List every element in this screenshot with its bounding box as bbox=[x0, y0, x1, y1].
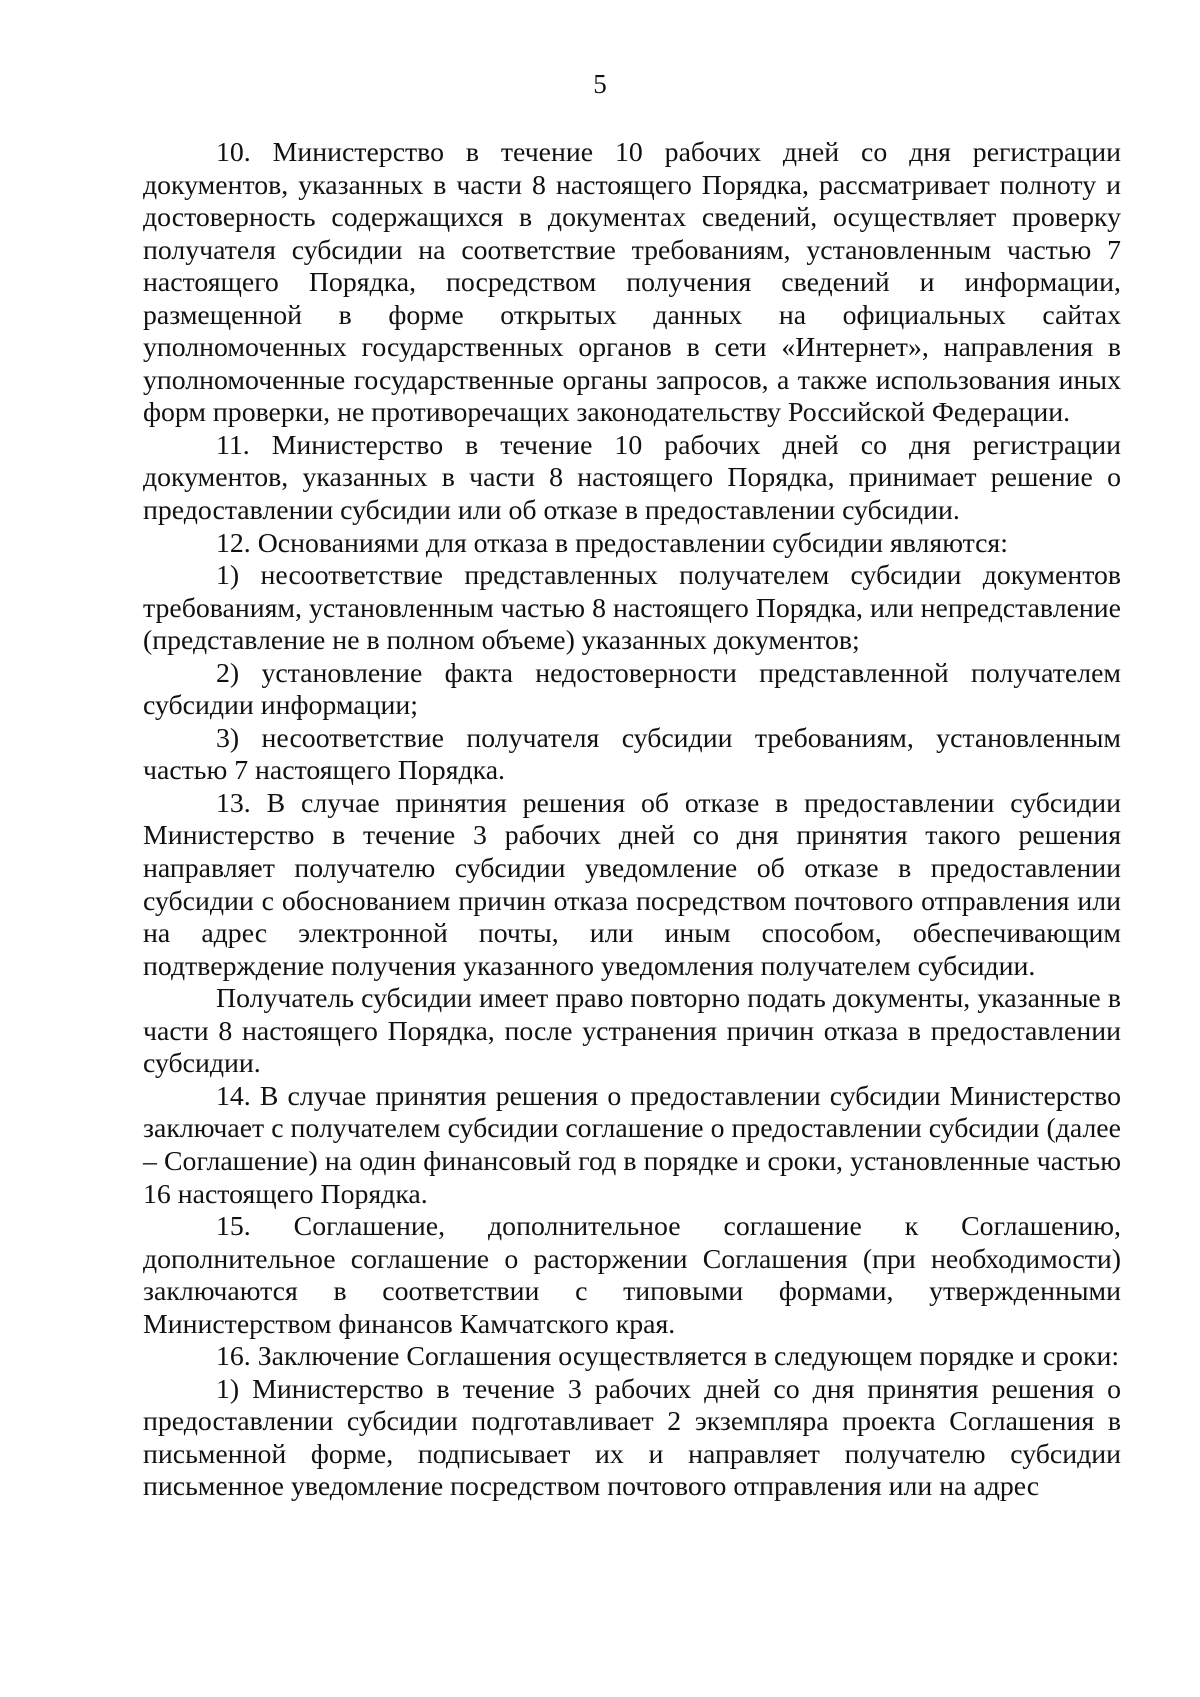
page-number: 5 bbox=[593, 69, 607, 99]
paragraph-12-item-2: 2) установление факта недостоверности представленной получателем субсидии информации; bbox=[143, 657, 1121, 722]
paragraph-13: 13. В случае принятия решения об отказе в предоставлении субсидии Министерство в течение 3 рабочих дней со дня принятия такого решения направляет получателю субсидии уведомление об отказе в предоставлении субсидии с обоснованием причин отказа посредством почтового отправления или на адрес электронной почты, или иным способом, обеспечивающим подтверждение получения указанного уведомления получателем субсидии. bbox=[143, 787, 1121, 982]
paragraph-15: 15. Соглашение, дополнительное соглашение к Соглашению, дополнительное соглашение о расторжении Соглашения (при необходимости) заключаются в соответствии с типовыми формами, утвержденными Министерством финансов Камчатского края. bbox=[143, 1211, 1121, 1340]
paragraph-11: 11. Министерство в течение 10 рабочих дней со дня регистрации документов, указанных в части 8 настоящего Порядка, принимает решение о предоставлении субсидии или об отказе в предоставлении субсидии. bbox=[143, 429, 1121, 527]
paragraph-13-continued: Получатель субсидии имеет право повторно подать документы, указанные в части 8 настоящего Порядка, после устранения причин отказа в предоставлении субсидии. bbox=[143, 983, 1121, 1080]
paragraph-10: 10. Министерство в течение 10 рабочих дней со дня регистрации документов, указанных в части 8 настоящего Порядка, рассматривает полноту и достоверность содержащихся в документах сведений, осуществляет проверку получателя субсидии на соответствие требованиям, установленным частью 7 настоящего Порядка, посредством получения сведений и информации, размещенной в форме открытых данных на официальных сайтах уполномоченных государственных органов в сети «Интернет», направления в уполномоченные государственные органы запросов, а также использования иных форм проверки, не противоречащих законодательству Российской Федерации. bbox=[143, 137, 1121, 429]
paragraph-12-item-3: 3) несоответствие получателя субсидии требованиям, установленным частью 7 настоящего Порядка. bbox=[143, 722, 1121, 787]
paragraph-16-item-1: 1) Министерство в течение 3 рабочих дней со дня принятия решения о предоставлении субсидии подготавливает 2 экземпляра проекта Соглашения в письменной форме, подписывает их и направляет получателю субсидии письменное уведомление посредством почтового отправления или на адрес bbox=[143, 1373, 1121, 1503]
paragraph-12-item-1: 1) несоответствие представленных получателем субсидии документов требованиям, установленным частью 8 настоящего Порядка, или непредставление (представление не в полном объеме) указанных документов; bbox=[143, 560, 1121, 657]
paragraph-12: 12. Основаниями для отказа в предоставлении субсидии являются: bbox=[216, 527, 1008, 559]
document-body bbox=[143, 137, 1121, 1504]
paragraph-14: 14. В случае принятия решения о предоставлении субсидии Министерство заключает с получателем субсидии соглашение о предоставлении субсидии (далее – Соглашение) на один финансовый год в порядке и сроки, установленные частью 16 настоящего Порядка. bbox=[143, 1080, 1121, 1210]
paragraph-16: 16. Заключение Соглашения осуществляется в следующем порядке и сроки: bbox=[216, 1341, 1120, 1373]
